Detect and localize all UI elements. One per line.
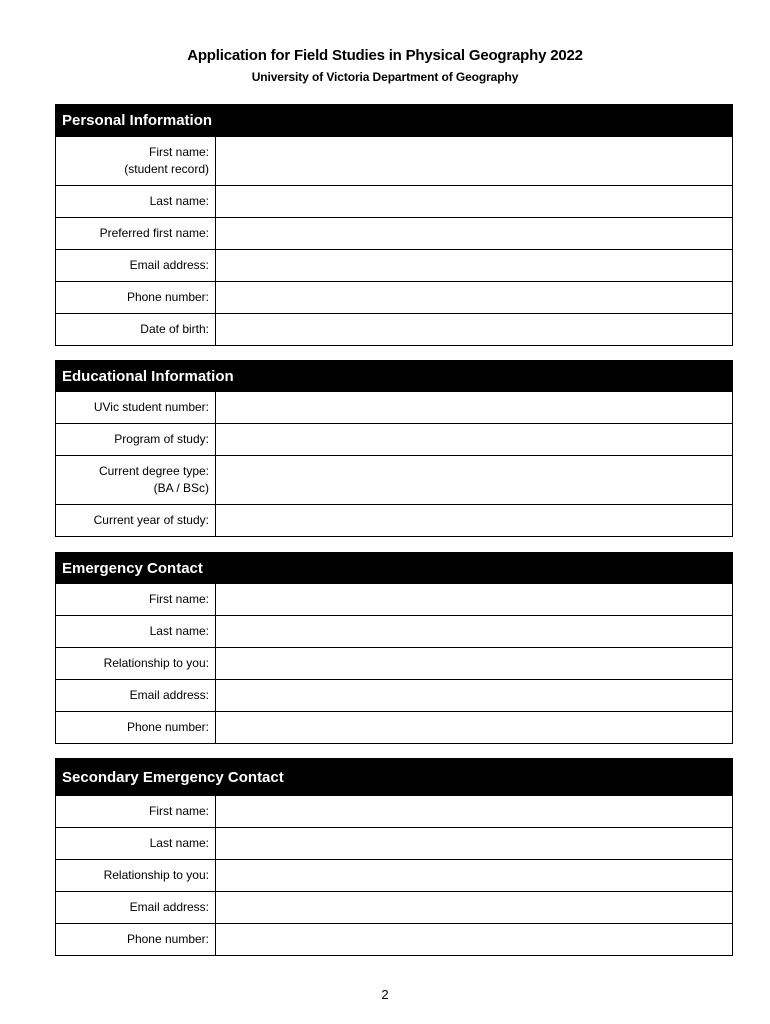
section-emergency-contact: [55, 552, 733, 744]
field-label: [56, 712, 216, 743]
first-name-field[interactable]: [216, 137, 732, 185]
field-label: [56, 250, 216, 281]
field-label-note: (student record): [124, 162, 209, 176]
degree-type-field[interactable]: [216, 456, 732, 504]
field-label: [56, 505, 216, 536]
field-label: [56, 924, 216, 955]
contact-email-field[interactable]: [216, 680, 732, 711]
field-label-note: (BA / BSc): [153, 481, 209, 495]
page-number: 2: [381, 987, 389, 1002]
section-personal-information: [55, 104, 733, 346]
form-row-first-name: [56, 136, 732, 185]
form-row-program-of-study: [56, 423, 732, 455]
secondary-phone-field[interactable]: [216, 924, 732, 955]
field-label-text: Email address:: [129, 900, 209, 914]
field-label-text: Email address:: [129, 688, 209, 702]
field-label-text: Phone number:: [126, 290, 209, 304]
field-label-text: Email address:: [129, 258, 209, 272]
student-number-field[interactable]: [216, 392, 732, 423]
section-heading: Educational Information: [56, 361, 732, 391]
section-educational-information: [55, 360, 733, 537]
contact-first-name-field[interactable]: [216, 584, 732, 615]
secondary-last-name-field[interactable]: [216, 828, 732, 859]
form-row-email-address: [56, 679, 732, 711]
field-label-text: Current year of study:: [93, 513, 209, 527]
preferred-first-name-field[interactable]: [216, 218, 732, 249]
form-row-first-name: [56, 795, 732, 827]
field-label: [56, 796, 216, 827]
secondary-first-name-field[interactable]: [216, 796, 732, 827]
section-secondary-emergency-contact: [55, 758, 733, 956]
form-row-phone-number: [56, 923, 732, 955]
field-label-text: Last name:: [149, 194, 209, 208]
field-label: [56, 584, 216, 615]
field-label: [56, 218, 216, 249]
field-label-text: Program of study:: [114, 432, 209, 446]
contact-phone-field[interactable]: [216, 712, 732, 743]
field-label: [56, 648, 216, 679]
secondary-email-field[interactable]: [216, 892, 732, 923]
date-of-birth-field[interactable]: [216, 314, 732, 345]
field-label-text: First name:: [148, 804, 209, 818]
last-name-field[interactable]: [216, 186, 732, 217]
field-label-text: Relationship to you:: [103, 868, 209, 882]
program-of-study-field[interactable]: [216, 424, 732, 455]
contact-relationship-field[interactable]: [216, 648, 732, 679]
field-label-text: Last name:: [149, 836, 209, 850]
form-row-relationship: [56, 647, 732, 679]
field-label: [56, 616, 216, 647]
form-row-last-name: [56, 185, 732, 217]
field-label-text: Last name:: [149, 624, 209, 638]
field-label-text: Phone number:: [126, 720, 209, 734]
field-label: [56, 282, 216, 313]
year-of-study-field[interactable]: [216, 505, 732, 536]
field-label-text: First name:: [148, 145, 209, 159]
field-label-text: Preferred first name:: [99, 226, 209, 240]
field-label-text: UVic student number:: [93, 400, 209, 414]
form-row-uvic-student-number: [56, 391, 732, 423]
form-row-last-name: [56, 827, 732, 859]
field-label: [56, 860, 216, 891]
form-row-email-address: [56, 891, 732, 923]
form-row-phone-number: [56, 281, 732, 313]
field-label: [56, 828, 216, 859]
section-heading: Emergency Contact: [56, 553, 732, 583]
form-row-phone-number: [56, 711, 732, 743]
field-label: [56, 892, 216, 923]
form-row-first-name: [56, 583, 732, 615]
field-label-text: Phone number:: [126, 932, 209, 946]
form-row-preferred-first-name: [56, 217, 732, 249]
form-row-current-degree-type: [56, 455, 732, 504]
field-label: [56, 392, 216, 423]
document-title: Application for Field Studies in Physical Geography 2022: [187, 47, 583, 64]
field-label: [56, 456, 216, 504]
field-label-text: Date of birth:: [140, 322, 209, 336]
form-row-relationship: [56, 859, 732, 891]
email-address-field[interactable]: [216, 250, 732, 281]
form-row-last-name: [56, 615, 732, 647]
form-row-email-address: [56, 249, 732, 281]
section-heading: Personal Information: [56, 105, 732, 136]
section-heading: Secondary Emergency Contact: [56, 759, 732, 795]
phone-number-field[interactable]: [216, 282, 732, 313]
field-label: [56, 424, 216, 455]
field-label: [56, 314, 216, 345]
contact-last-name-field[interactable]: [216, 616, 732, 647]
field-label: [56, 186, 216, 217]
field-label-text: Current degree type:: [98, 464, 209, 478]
form-row-current-year-of-study: [56, 504, 732, 536]
field-label: [56, 137, 216, 185]
document-subtitle: University of Victoria Department of Geography: [251, 70, 519, 84]
field-label-text: First name:: [148, 592, 209, 606]
form-row-date-of-birth: [56, 313, 732, 345]
field-label-text: Relationship to you:: [103, 656, 209, 670]
secondary-relationship-field[interactable]: [216, 860, 732, 891]
field-label: [56, 680, 216, 711]
